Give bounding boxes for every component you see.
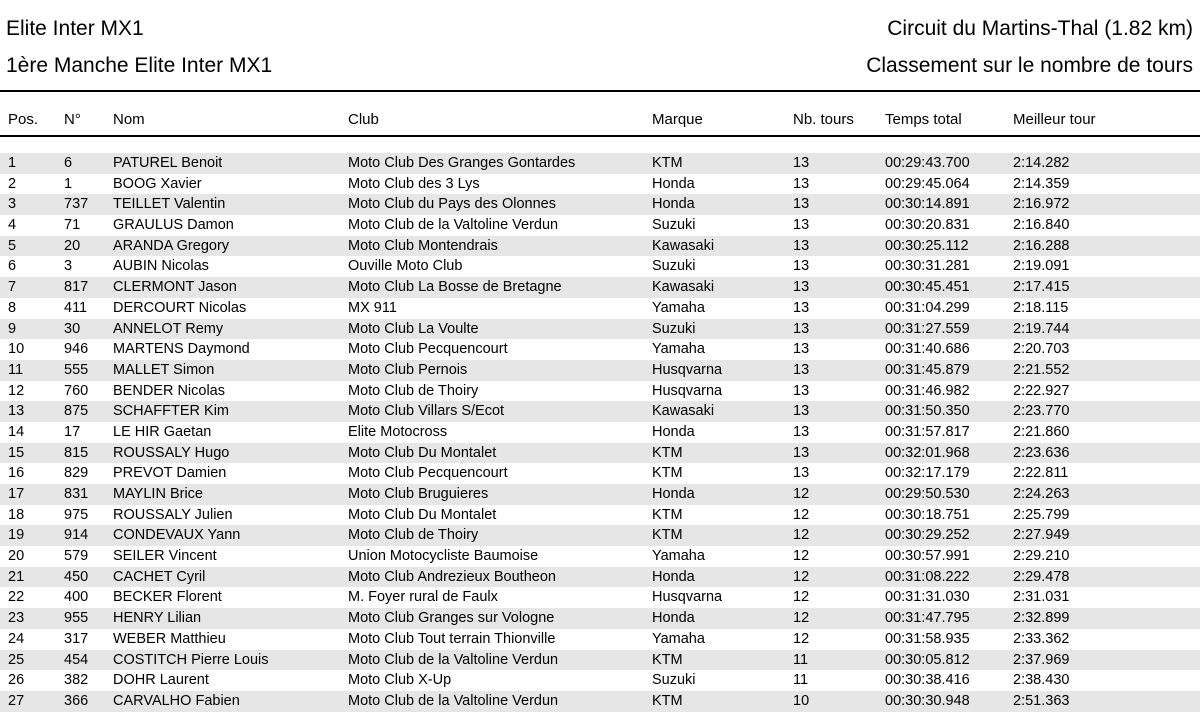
cell-pos: 19 bbox=[8, 527, 25, 544]
cell-best: 2:24.263 bbox=[1013, 486, 1070, 502]
table-row bbox=[0, 629, 1200, 650]
cell-club: Moto Club La Voulte bbox=[348, 320, 479, 337]
cell-club: Moto Club de Thoiry bbox=[348, 382, 479, 399]
table-row bbox=[0, 319, 1200, 340]
cell-total: 00:30:14.891 bbox=[885, 196, 970, 213]
cell-name: BECKER Florent bbox=[113, 589, 222, 606]
cell-laps: 13 bbox=[793, 175, 810, 192]
cell-laps: 12 bbox=[793, 589, 810, 606]
cell-club: Moto Club Pernois bbox=[348, 361, 468, 378]
cell-pos: 9 bbox=[8, 320, 17, 337]
cell-pos: 11 bbox=[8, 361, 24, 378]
col-header-pos: Pos. bbox=[8, 111, 39, 128]
cell-num: 955 bbox=[64, 610, 89, 627]
cell-laps: 12 bbox=[793, 486, 810, 502]
cell-total: 00:30:18.751 bbox=[885, 506, 970, 523]
cell-num: 975 bbox=[64, 506, 89, 523]
cell-club: Moto Club Granges sur Vologne bbox=[348, 610, 555, 627]
cell-pos: 16 bbox=[8, 465, 25, 482]
cell-num: 366 bbox=[64, 692, 89, 709]
cell-brand: Suzuki bbox=[652, 217, 696, 234]
cell-num: 946 bbox=[64, 341, 89, 358]
cell-name: MALLET Simon bbox=[113, 361, 215, 378]
cell-pos: 5 bbox=[8, 237, 17, 254]
cell-total: 00:31:27.559 bbox=[885, 320, 970, 337]
cell-pos: 27 bbox=[8, 692, 25, 709]
table-row bbox=[0, 505, 1200, 526]
cell-num: 3 bbox=[64, 258, 73, 275]
cell-num: 760 bbox=[64, 382, 89, 399]
cell-club: Moto Club Pecquencourt bbox=[348, 465, 508, 482]
cell-club: Moto Club La Bosse de Bretagne bbox=[348, 279, 562, 296]
table-row bbox=[0, 691, 1200, 712]
cell-laps: 13 bbox=[793, 279, 810, 296]
cell-best: 2:38.430 bbox=[1013, 672, 1070, 689]
cell-best: 2:17.415 bbox=[1013, 279, 1070, 296]
table-row bbox=[0, 277, 1200, 298]
cell-brand: Yamaha bbox=[652, 548, 705, 565]
cell-pos: 24 bbox=[8, 630, 25, 647]
cell-best: 2:22.927 bbox=[1013, 382, 1070, 399]
cell-best: 2:20.703 bbox=[1013, 341, 1070, 358]
event-title: Elite Inter MX1 bbox=[6, 17, 144, 40]
col-header-num: N° bbox=[64, 111, 81, 128]
cell-laps: 13 bbox=[793, 382, 810, 399]
cell-laps: 12 bbox=[793, 548, 810, 565]
cell-name: SCHAFFTER Kim bbox=[113, 403, 229, 420]
table-row bbox=[0, 650, 1200, 671]
cell-best: 2:51.363 bbox=[1013, 692, 1070, 709]
cell-best: 2:19.091 bbox=[1013, 258, 1070, 275]
cell-brand: Yamaha bbox=[652, 630, 705, 647]
cell-laps: 13 bbox=[793, 237, 810, 254]
cell-pos: 1 bbox=[8, 155, 17, 171]
cell-total: 00:29:50.530 bbox=[885, 486, 970, 502]
cell-best: 2:23.770 bbox=[1013, 403, 1070, 420]
cell-brand: Yamaha bbox=[652, 299, 705, 316]
cell-name: CLERMONT Jason bbox=[113, 279, 237, 296]
cell-total: 00:31:47.795 bbox=[885, 610, 970, 627]
cell-laps: 12 bbox=[793, 630, 810, 647]
table-row bbox=[0, 525, 1200, 546]
cell-num: 411 bbox=[64, 299, 88, 316]
cell-best: 2:31.031 bbox=[1013, 589, 1070, 606]
cell-best: 2:22.811 bbox=[1013, 465, 1069, 482]
cell-best: 2:21.552 bbox=[1013, 361, 1070, 378]
table-row bbox=[0, 587, 1200, 608]
circuit-title: Circuit du Martins-Thal (1.82 km) bbox=[887, 17, 1193, 40]
cell-total: 00:31:45.879 bbox=[885, 361, 970, 378]
col-header-total: Temps total bbox=[885, 111, 962, 128]
cell-brand: Honda bbox=[652, 196, 695, 213]
cell-name: AUBIN Nicolas bbox=[113, 258, 209, 275]
cell-club: Moto Club Tout terrain Thionville bbox=[348, 630, 556, 647]
table-row bbox=[0, 443, 1200, 464]
cell-pos: 7 bbox=[8, 279, 17, 296]
cell-club: Moto Club Montendrais bbox=[348, 237, 498, 254]
cell-num: 875 bbox=[64, 403, 89, 420]
cell-brand: Suzuki bbox=[652, 320, 696, 337]
cell-name: CARVALHO Fabien bbox=[113, 692, 240, 709]
cell-pos: 8 bbox=[8, 299, 17, 316]
cell-total: 00:29:43.700 bbox=[885, 155, 970, 171]
cell-num: 71 bbox=[64, 217, 81, 234]
cell-laps: 13 bbox=[793, 444, 810, 461]
cell-name: ROUSSALY Hugo bbox=[113, 444, 230, 461]
cell-pos: 26 bbox=[8, 672, 25, 689]
table-row bbox=[0, 381, 1200, 402]
cell-brand: KTM bbox=[652, 155, 683, 171]
cell-laps: 13 bbox=[793, 155, 810, 171]
cell-total: 00:30:30.948 bbox=[885, 692, 970, 709]
cell-total: 00:31:40.686 bbox=[885, 341, 970, 358]
cell-num: 1 bbox=[64, 175, 73, 192]
table-row bbox=[0, 670, 1200, 691]
cell-laps: 13 bbox=[793, 320, 810, 337]
cell-club: Elite Motocross bbox=[348, 423, 448, 440]
cell-best: 2:19.744 bbox=[1013, 320, 1070, 337]
cell-club: Moto Club Des Granges Gontardes bbox=[348, 155, 576, 171]
cell-pos: 4 bbox=[8, 217, 17, 234]
cell-name: BOOG Xavier bbox=[113, 175, 202, 192]
cell-total: 00:31:57.817 bbox=[885, 423, 970, 440]
cell-name: LE HIR Gaetan bbox=[113, 423, 212, 440]
cell-pos: 6 bbox=[8, 258, 17, 275]
table-row bbox=[0, 546, 1200, 567]
cell-pos: 14 bbox=[8, 423, 25, 440]
table-row bbox=[0, 463, 1200, 484]
cell-laps: 12 bbox=[793, 506, 810, 523]
cell-total: 00:31:58.935 bbox=[885, 630, 970, 647]
cell-laps: 12 bbox=[793, 610, 810, 627]
cell-laps: 11 bbox=[793, 672, 809, 689]
cell-laps: 12 bbox=[793, 568, 810, 585]
cell-club: Union Motocycliste Baumoise bbox=[348, 548, 539, 565]
cell-total: 00:30:45.451 bbox=[885, 279, 970, 296]
table-header-divider bbox=[0, 135, 1200, 137]
cell-name: ANNELOT Remy bbox=[113, 320, 224, 337]
table-row bbox=[0, 194, 1200, 215]
cell-total: 00:30:31.281 bbox=[885, 258, 970, 275]
cell-club: Moto Club des 3 Lys bbox=[348, 175, 480, 192]
cell-pos: 12 bbox=[8, 382, 25, 399]
cell-num: 914 bbox=[64, 527, 89, 544]
cell-laps: 13 bbox=[793, 465, 810, 482]
cell-laps: 13 bbox=[793, 196, 810, 213]
cell-pos: 21 bbox=[8, 568, 25, 585]
cell-total: 00:30:57.991 bbox=[885, 548, 970, 565]
table-header bbox=[0, 109, 1200, 131]
cell-best: 2:18.115 bbox=[1013, 299, 1069, 316]
cell-total: 00:30:29.252 bbox=[885, 527, 970, 544]
cell-total: 00:31:04.299 bbox=[885, 299, 970, 316]
cell-pos: 18 bbox=[8, 506, 25, 523]
cell-club: Moto Club Bruguieres bbox=[348, 486, 489, 502]
cell-brand: Husqvarna bbox=[652, 589, 723, 606]
cell-name: PATUREL Benoit bbox=[113, 155, 223, 171]
table-row bbox=[0, 608, 1200, 629]
cell-brand: Husqvarna bbox=[652, 382, 723, 399]
cell-best: 2:23.636 bbox=[1013, 444, 1070, 461]
cell-pos: 17 bbox=[8, 486, 25, 502]
table-row bbox=[0, 298, 1200, 319]
cell-name: BENDER Nicolas bbox=[113, 382, 225, 399]
cell-brand: Suzuki bbox=[652, 258, 696, 275]
cell-club: Moto Club de la Valtoline Verdun bbox=[348, 692, 559, 709]
cell-laps: 13 bbox=[793, 403, 810, 420]
col-header-club: Club bbox=[348, 111, 379, 128]
cell-best: 2:33.362 bbox=[1013, 630, 1070, 647]
cell-laps: 13 bbox=[793, 423, 810, 440]
cell-num: 831 bbox=[64, 486, 89, 502]
results-table bbox=[0, 153, 1200, 712]
cell-total: 00:30:25.112 bbox=[885, 237, 969, 254]
cell-club: Moto Club du Pays des Olonnes bbox=[348, 196, 556, 213]
cell-pos: 10 bbox=[8, 341, 25, 358]
col-header-brand: Marque bbox=[652, 111, 703, 128]
cell-brand: Suzuki bbox=[652, 672, 696, 689]
cell-total: 00:30:20.831 bbox=[885, 217, 970, 234]
cell-brand: KTM bbox=[652, 465, 683, 482]
cell-brand: Honda bbox=[652, 423, 695, 440]
cell-name: SEILER Vincent bbox=[113, 548, 217, 565]
col-header-laps: Nb. tours bbox=[793, 111, 854, 128]
cell-name: TEILLET Valentin bbox=[113, 196, 226, 213]
cell-club: Moto Club de la Valtoline Verdun bbox=[348, 651, 559, 668]
cell-club: Moto Club Villars S/Ecot bbox=[348, 403, 505, 420]
cell-name: DERCOURT Nicolas bbox=[113, 299, 247, 316]
cell-laps: 11 bbox=[793, 651, 809, 668]
cell-name: DOHR Laurent bbox=[113, 672, 209, 689]
table-row bbox=[0, 339, 1200, 360]
cell-pos: 25 bbox=[8, 651, 25, 668]
cell-num: 17 bbox=[64, 423, 81, 440]
cell-num: 20 bbox=[64, 237, 81, 254]
cell-brand: KTM bbox=[652, 651, 683, 668]
cell-brand: Kawasaki bbox=[652, 237, 715, 254]
table-row bbox=[0, 360, 1200, 381]
cell-num: 400 bbox=[64, 589, 89, 606]
cell-name: MAYLIN Brice bbox=[113, 486, 203, 502]
cell-laps: 13 bbox=[793, 341, 810, 358]
cell-laps: 13 bbox=[793, 299, 810, 316]
cell-pos: 23 bbox=[8, 610, 25, 627]
cell-name: CACHET Cyril bbox=[113, 568, 206, 585]
table-row bbox=[0, 153, 1200, 174]
cell-num: 817 bbox=[64, 279, 89, 296]
cell-brand: KTM bbox=[652, 692, 683, 709]
table-row bbox=[0, 484, 1200, 505]
cell-name: WEBER Matthieu bbox=[113, 630, 226, 647]
table-row bbox=[0, 236, 1200, 257]
cell-best: 2:27.949 bbox=[1013, 527, 1070, 544]
cell-pos: 20 bbox=[8, 548, 25, 565]
cell-brand: Yamaha bbox=[652, 341, 705, 358]
table-row bbox=[0, 215, 1200, 236]
cell-total: 00:31:31.030 bbox=[885, 589, 970, 606]
cell-brand: Husqvarna bbox=[652, 361, 723, 378]
cell-club: Moto Club de Thoiry bbox=[348, 527, 479, 544]
cell-num: 30 bbox=[64, 320, 81, 337]
cell-club: Moto Club X-Up bbox=[348, 672, 452, 689]
cell-best: 2:29.478 bbox=[1013, 568, 1070, 585]
cell-best: 2:16.288 bbox=[1013, 237, 1070, 254]
cell-total: 00:31:46.982 bbox=[885, 382, 970, 399]
cell-club: Moto Club Pecquencourt bbox=[348, 341, 508, 358]
cell-club: Moto Club Du Montalet bbox=[348, 506, 497, 523]
cell-laps: 13 bbox=[793, 258, 810, 275]
cell-pos: 15 bbox=[8, 444, 25, 461]
cell-name: CONDEVAUX Yann bbox=[113, 527, 241, 544]
cell-club: M. Foyer rural de Faulx bbox=[348, 589, 498, 606]
cell-total: 00:30:38.416 bbox=[885, 672, 970, 689]
cell-num: 737 bbox=[64, 196, 89, 213]
cell-total: 00:32:17.179 bbox=[885, 465, 970, 482]
table-row bbox=[0, 256, 1200, 277]
cell-club: MX 911 bbox=[348, 299, 397, 316]
cell-name: ARANDA Gregory bbox=[113, 237, 230, 254]
cell-total: 00:31:50.350 bbox=[885, 403, 970, 420]
cell-total: 00:30:05.812 bbox=[885, 651, 970, 668]
cell-num: 829 bbox=[64, 465, 89, 482]
cell-name: COSTITCH Pierre Louis bbox=[113, 651, 269, 668]
table-row bbox=[0, 422, 1200, 443]
cell-name: ROUSSALY Julien bbox=[113, 506, 233, 523]
cell-brand: Kawasaki bbox=[652, 403, 715, 420]
cell-num: 555 bbox=[64, 361, 89, 378]
cell-brand: Honda bbox=[652, 568, 695, 585]
ranking-title: Classement sur le nombre de tours bbox=[866, 54, 1193, 77]
cell-brand: KTM bbox=[652, 527, 683, 544]
cell-laps: 12 bbox=[793, 527, 810, 544]
cell-total: 00:32:01.968 bbox=[885, 444, 970, 461]
cell-pos: 3 bbox=[8, 196, 17, 213]
cell-laps: 13 bbox=[793, 217, 810, 234]
cell-best: 2:32.899 bbox=[1013, 610, 1070, 627]
cell-best: 2:14.282 bbox=[1013, 155, 1070, 171]
cell-num: 382 bbox=[64, 672, 89, 689]
cell-best: 2:29.210 bbox=[1013, 548, 1070, 565]
cell-best: 2:16.972 bbox=[1013, 196, 1070, 213]
cell-num: 450 bbox=[64, 568, 89, 585]
col-header-best: Meilleur tour bbox=[1013, 111, 1096, 128]
cell-name: GRAULUS Damon bbox=[113, 217, 234, 234]
cell-brand: Kawasaki bbox=[652, 279, 715, 296]
cell-name: MARTENS Daymond bbox=[113, 341, 250, 358]
cell-club: Moto Club Andrezieux Boutheon bbox=[348, 568, 556, 585]
table-row bbox=[0, 174, 1200, 195]
cell-laps: 13 bbox=[793, 361, 810, 378]
table-row bbox=[0, 401, 1200, 422]
cell-brand: KTM bbox=[652, 444, 683, 461]
cell-total: 00:31:08.222 bbox=[885, 568, 970, 585]
cell-pos: 13 bbox=[8, 403, 25, 420]
cell-total: 00:29:45.064 bbox=[885, 175, 970, 192]
cell-name: PREVOT Damien bbox=[113, 465, 227, 482]
cell-name: HENRY Lilian bbox=[113, 610, 202, 627]
header-divider bbox=[0, 90, 1200, 92]
col-header-name: Nom bbox=[113, 111, 145, 128]
cell-num: 6 bbox=[64, 155, 73, 171]
cell-best: 2:16.840 bbox=[1013, 217, 1070, 234]
cell-num: 317 bbox=[64, 630, 89, 647]
cell-club: Ouville Moto Club bbox=[348, 258, 463, 275]
table-row bbox=[0, 567, 1200, 588]
cell-best: 2:14.359 bbox=[1013, 175, 1070, 192]
cell-best: 2:25.799 bbox=[1013, 506, 1070, 523]
cell-pos: 22 bbox=[8, 589, 25, 606]
cell-club: Moto Club de la Valtoline Verdun bbox=[348, 217, 559, 234]
cell-club: Moto Club Du Montalet bbox=[348, 444, 497, 461]
cell-num: 579 bbox=[64, 548, 89, 565]
cell-brand: KTM bbox=[652, 506, 683, 523]
cell-pos: 2 bbox=[8, 175, 17, 192]
cell-best: 2:21.860 bbox=[1013, 423, 1070, 440]
cell-best: 2:37.969 bbox=[1013, 651, 1070, 668]
cell-brand: Honda bbox=[652, 175, 695, 192]
cell-num: 454 bbox=[64, 651, 89, 668]
race-title: 1ère Manche Elite Inter MX1 bbox=[6, 54, 273, 77]
cell-brand: Honda bbox=[652, 486, 695, 502]
cell-laps: 10 bbox=[793, 692, 810, 709]
cell-brand: Honda bbox=[652, 610, 695, 627]
cell-num: 815 bbox=[64, 444, 89, 461]
